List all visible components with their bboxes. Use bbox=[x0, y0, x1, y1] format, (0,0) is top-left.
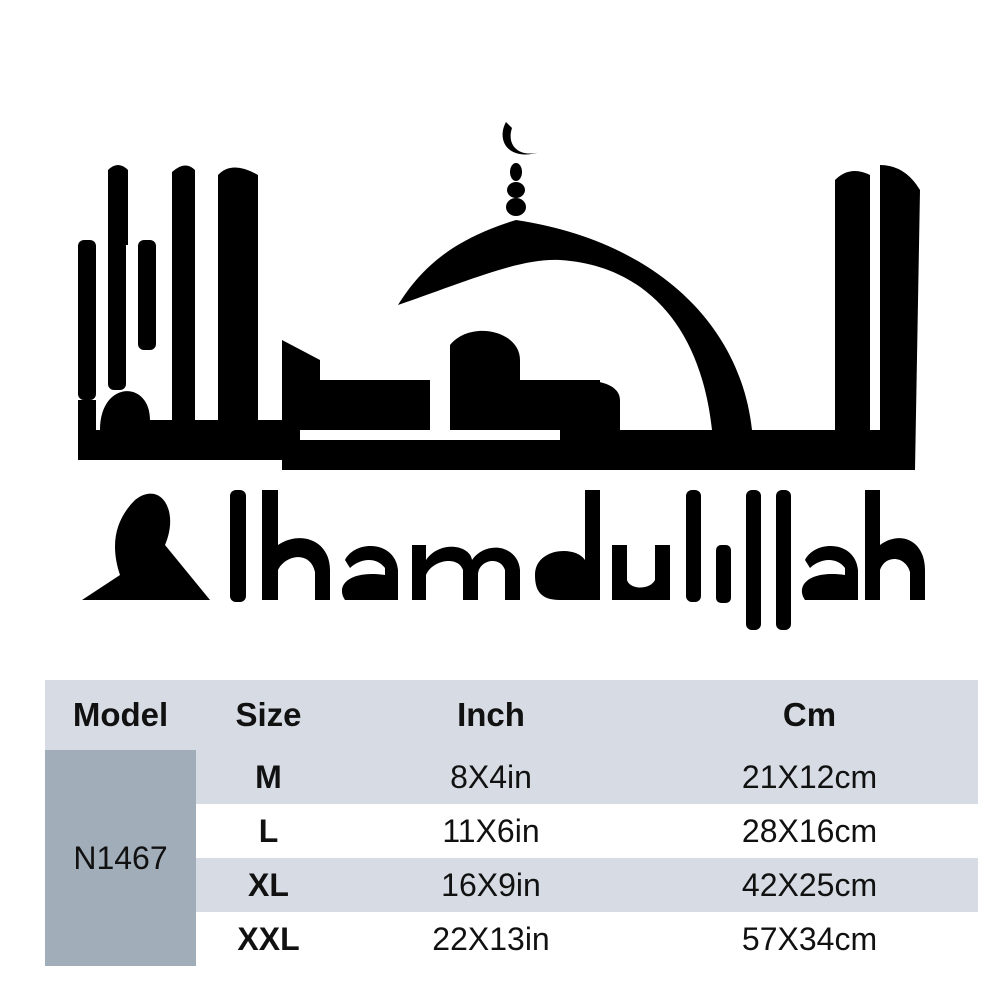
letter-l4 bbox=[776, 490, 791, 630]
stroke-baseline bbox=[600, 430, 915, 470]
size-chart-table bbox=[45, 680, 978, 966]
model-number: N1467 bbox=[45, 750, 196, 966]
letter-m bbox=[412, 545, 520, 600]
size-cell: XL bbox=[196, 858, 341, 912]
size-cell: XXL bbox=[196, 912, 341, 966]
arabic-calligraphy bbox=[78, 122, 920, 470]
inch-cell: 11X6in bbox=[341, 804, 641, 858]
letter-u bbox=[612, 545, 670, 600]
inch-cell: 8X4in bbox=[341, 750, 641, 804]
cm-cell: 42X25cm bbox=[641, 858, 978, 912]
letter-h bbox=[262, 490, 330, 600]
dome-finial-bead-2 bbox=[506, 198, 526, 216]
letter-a1 bbox=[342, 546, 398, 600]
inch-cell: 22X13in bbox=[341, 912, 641, 966]
letter-a2 bbox=[802, 546, 858, 600]
letter-d bbox=[535, 490, 600, 600]
table-header-row bbox=[45, 680, 978, 750]
size-cell: L bbox=[196, 804, 341, 858]
letter-i bbox=[716, 545, 731, 603]
letter-h2 bbox=[865, 490, 925, 600]
header-model: Model bbox=[45, 680, 196, 750]
stroke-lam-1 bbox=[78, 240, 96, 400]
stroke-lam-tall bbox=[218, 168, 258, 421]
dome-finial bbox=[510, 163, 522, 181]
cm-cell: 57X34cm bbox=[641, 912, 978, 966]
cm-cell: 28X16cm bbox=[641, 804, 978, 858]
stroke-lam-2 bbox=[108, 240, 126, 390]
crescent-moon-icon bbox=[503, 122, 540, 155]
table-row bbox=[45, 750, 978, 804]
stroke-alif-right bbox=[835, 171, 870, 470]
inch-cell: 16X9in bbox=[341, 858, 641, 912]
letter-l2 bbox=[686, 490, 701, 602]
header-size: Size bbox=[196, 680, 341, 750]
stroke-lam-right bbox=[880, 165, 920, 470]
stroke-lam-3 bbox=[138, 240, 156, 350]
stroke-dal bbox=[282, 340, 430, 430]
letter-l3 bbox=[746, 490, 761, 630]
cm-cell: 21X12cm bbox=[641, 750, 978, 804]
size-cell: M bbox=[196, 750, 341, 804]
header-cm: Cm bbox=[641, 680, 978, 750]
letter-A bbox=[82, 494, 210, 600]
dome-finial-bead bbox=[507, 182, 525, 198]
stroke-alif-1 bbox=[108, 165, 128, 245]
header-inch: Inch bbox=[341, 680, 641, 750]
letter-l bbox=[230, 490, 246, 602]
latin-calligraphy bbox=[82, 490, 925, 630]
